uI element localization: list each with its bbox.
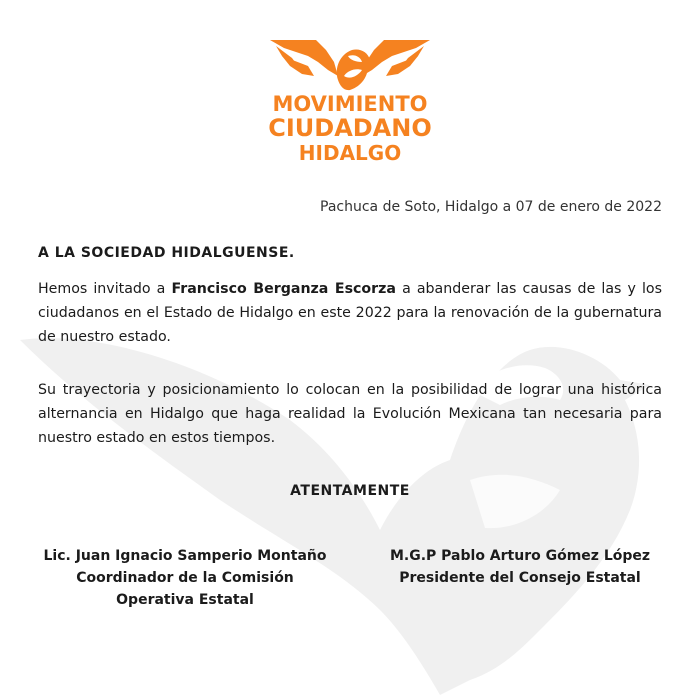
logo-text-ciudadano: CIUDADANO (268, 114, 432, 142)
signatory-left-name: Lic. Juan Ignacio Samperio Montaño (43, 548, 327, 564)
signatory-right-name: M.G.P Pablo Arturo Gómez López (389, 548, 651, 564)
paragraph-invitation-end: a abanderar las causas de las y los ciudadanos en el Estado de Hidalgo en este 2022 para la renovación de la gubernatura de nuestro estado. (38, 281, 662, 345)
salutation: A LA SOCIEDAD HIDALGUENSE. (38, 245, 295, 261)
signatory-left-title-2: Operativa Estatal (116, 592, 254, 608)
eagle-watermark-icon (0, 300, 700, 700)
signatory-left (30, 545, 340, 611)
party-logo (0, 0, 700, 170)
signatory-right-title-1: Presidente del Consejo Estatal (399, 570, 641, 586)
closing-atentamente: ATENTAMENTE (290, 483, 410, 499)
signatory-left-title-1: Coordinador de la Comisión (76, 570, 294, 586)
eagle-icon (268, 36, 432, 92)
paragraph-invitation (38, 277, 662, 349)
signatory-right (360, 545, 680, 589)
candidate-name: Francisco Berganza Escorza (171, 281, 396, 297)
paragraph-invitation-start: Hemos invitado a (38, 281, 172, 297)
letter-date: Pachuca de Soto, Hidalgo a 07 de enero de 2022 (320, 199, 662, 215)
logo-text-hidalgo: HIDALGO (298, 141, 402, 165)
logo-text-movimiento: MOVIMIENTO (272, 92, 428, 116)
paragraph-trajectory: Su trayectoria y posicionamiento lo colocan en la posibilidad de lograr una histórica alternancia en Hidalgo que haga realidad la Evolución Mexicana tan necesaria para nuestro estado en estos tiempos. (38, 382, 662, 446)
